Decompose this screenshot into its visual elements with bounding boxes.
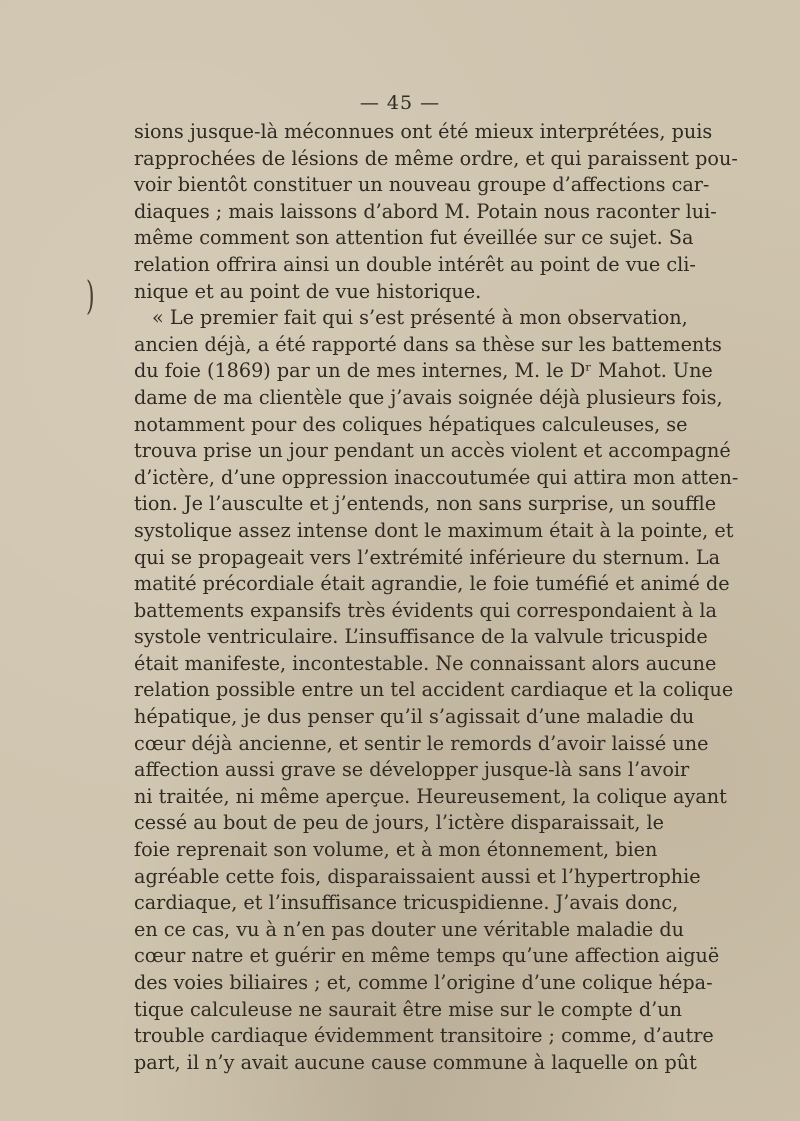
text-line: des voies biliaires ; et, comme l’origine d’une colique hépa-	[134, 971, 713, 994]
text-line: cœur déjà ancienne, et sentir le remords d’avoir laissé une	[134, 731, 709, 755]
text-line: systolique assez intense dont le maximum était à la pointe, et	[134, 518, 734, 542]
body-text	[134, 119, 739, 1076]
text-line: qui se propageait vers l’extrémité inférieure du sternum. La	[134, 545, 721, 569]
text-line: matité précordiale était agrandie, le foie tuméfié et animé de	[134, 572, 730, 596]
text-line: du foie (1869) par un de mes internes, M. le Dʳ Mahot. Une	[134, 359, 713, 383]
text-line: notamment pour des coliques hépatiques calculeuses, se	[134, 412, 688, 436]
text-line: battements expansifs très évidents qui correspondaient à la	[134, 598, 717, 622]
text-line: même comment son attention fut éveillée sur ce sujet. Sa	[134, 226, 694, 250]
margin-bracket-mark: )	[86, 274, 95, 320]
text-line: affection aussi grave se développer jusque-là sans l’avoir	[134, 758, 690, 782]
text-line: sions jusque-là méconnues ont été mieux interprétées, puis	[134, 120, 713, 143]
text-line: relation possible entre un tel accident cardiaque et la colique	[134, 678, 734, 702]
text-line: tique calculeuse ne saurait être mise sur le compte d’un	[134, 997, 682, 1021]
text-line: relation offrira ainsi un double intérêt au point de vue cli-	[134, 252, 696, 276]
text-line: en ce cas, vu à n’en pas douter une véritable maladie du	[134, 917, 684, 941]
text-line: systole ventriculaire. L’insuffisance de la valvule tricuspide	[134, 625, 708, 649]
text-line: rapprochées de lésions de même ordre, et qui paraissent pou-	[134, 146, 738, 170]
text-line: ancien déjà, a été rapporté dans sa thèse sur les battements	[134, 332, 722, 356]
text-line: voir bientôt constituer un nouveau groupe d’affections car-	[134, 173, 710, 197]
text-line: hépatique, je dus penser qu’il s’agissait d’une maladie du	[134, 705, 695, 729]
text-line: agréable cette fois, disparaissaient aussi et l’hypertrophie	[134, 864, 701, 888]
text-line: part, il n’y avait aucune cause commune à laquelle on pût	[134, 1050, 697, 1074]
text-line: ni traitée, ni même aperçue. Heureusement, la colique ayant	[134, 784, 727, 808]
text-line: trouva prise un jour pendant un accès violent et accompagné	[134, 439, 731, 463]
text-line: cœur natre et guérir en même temps qu’une affection aiguë	[134, 944, 720, 968]
text-line: cardiaque, et l’insuffisance tricuspidienne. J’avais donc,	[134, 891, 679, 915]
text-line: foie reprenait son volume, et à mon étonnement, bien	[134, 838, 658, 862]
text-line: trouble cardiaque évidemment transitoire ; comme, d’autre	[134, 1024, 714, 1048]
text-line: « Le premier fait qui s’est présenté à mon observation,	[152, 306, 688, 330]
text-line: dame de ma clientèle que j’avais soignée déjà plusieurs fois,	[134, 385, 723, 409]
page-number: — 45 —	[359, 92, 441, 114]
text-line: tion. Je l’ausculte et j’entends, non sans surprise, un souffle	[134, 492, 717, 516]
text-line: était manifeste, incontestable. Ne connaissant alors aucune	[134, 651, 717, 675]
text-line: d’ictère, d’une oppression inaccoutumée qui attira mon atten-	[134, 465, 739, 489]
text-line: nique et au point de vue historique.	[134, 279, 482, 303]
text-line: cessé au bout de peu de jours, l’ictère disparaissait, le	[134, 811, 665, 835]
text-line: diaques ; mais laissons d’abord M. Potain nous raconter lui-	[134, 199, 717, 223]
